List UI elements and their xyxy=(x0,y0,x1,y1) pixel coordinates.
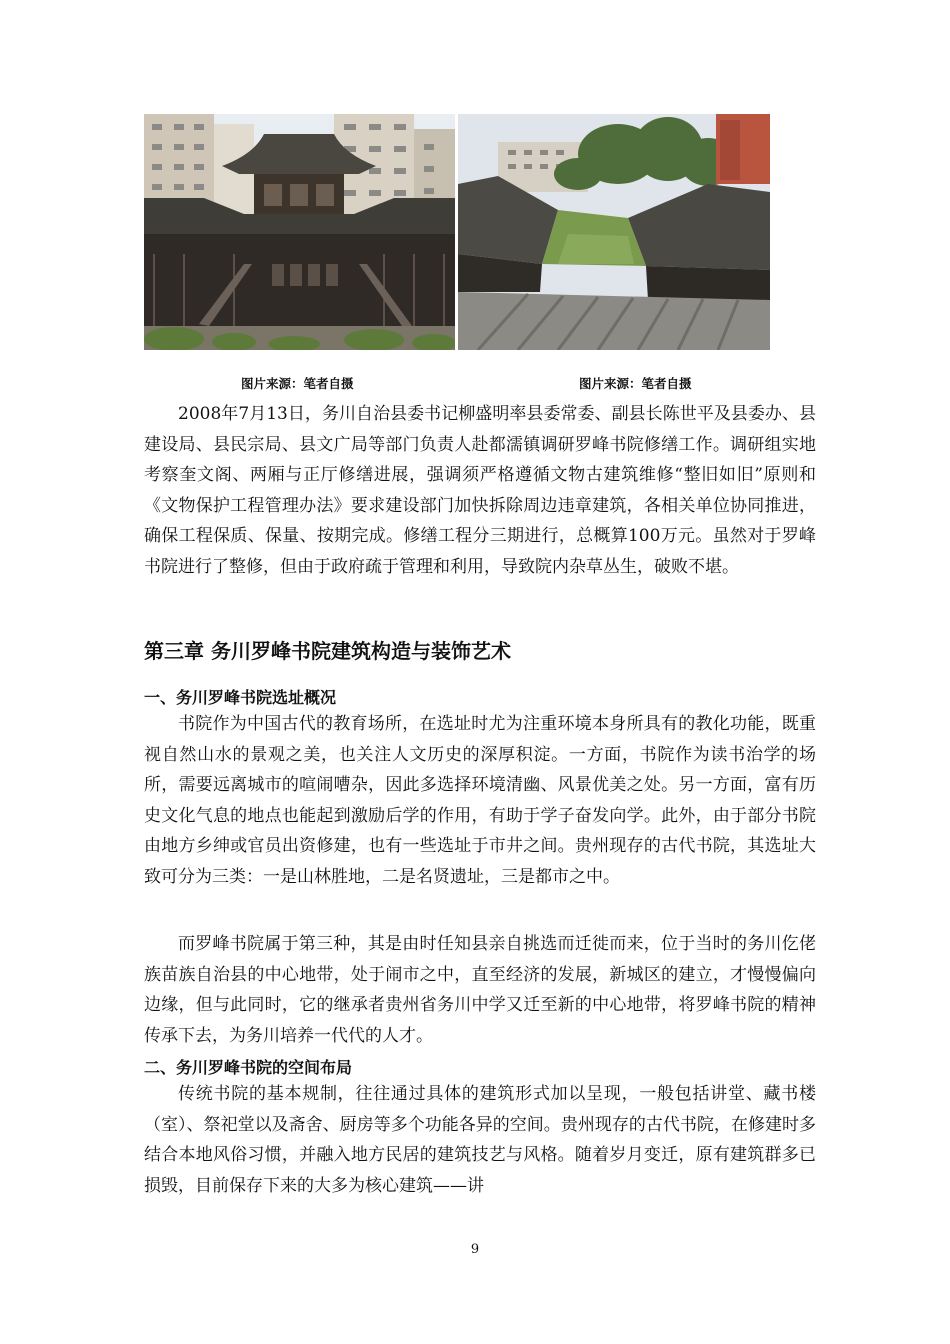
section-title-layout: 二、务川罗峰书院的空间布局 xyxy=(144,1058,353,1077)
chapter-title: 第三章 务川罗峰书院建筑构造与装饰艺术 xyxy=(144,639,511,663)
paragraph-restoration: 2008年7月13日，务川自治县委书记柳盛明率县委常委、副县长陈世平及县委办、县建设局、县民宗局、县文广局等部门负责人赴都濡镇调研罗峰书院修缮工作。调研组实地考察奎文阁、两厢与正厅修缮进展，强调须严格遵循文物古建筑维修“整旧如旧”原则和《文物保护工程管理办法》要求建设部门加快拆除周边违章建筑，各相关单位协同推进，确保工程保质、保量、按期完成。修缮工程分三期进行，总概算100万元。虽然对于罗峰书院进行了整修，但由于政府疏于管理和利用，导致院内杂草丛生，破败不堪。 xyxy=(144,404,816,577)
section-title-site: 一、务川罗峰书院选址概况 xyxy=(144,688,337,707)
paragraph-luofeng-location: 而罗峰书院属于第三种，其是由时任知县亲自挑选而迁徙而来，位于当时的务川仡佬族苗族自治县的中心地带，处于闹市之中，直至经济的发展，新城区的建立，才慢慢偏向边缘，但与此同时，它的继承者贵州省务川中学又迁至新的中心地带，将罗峰书院的精神传承下去，为务川培养一代代的人才。 xyxy=(144,934,816,1046)
page-number: 9 xyxy=(470,1242,480,1257)
photo-courtyard xyxy=(458,114,770,350)
paragraph-layout: 传统书院的基本规制，往往通过具体的建筑形式加以呈现，一般包括讲堂、藏书楼（室）、祭祀堂以及斋舍、厨房等多个功能各异的空间。贵州现存的古代书院，在修建时多结合本地风俗习惯，并融入地方民居的建筑技艺与风格。随着岁月变迁，原有建筑群多已损毁，目前保存下来的大多为核心建筑——讲 xyxy=(144,1084,816,1196)
photo-pavilion xyxy=(144,114,455,350)
photo-caption-left: 图片来源：笔者自摄 xyxy=(241,376,354,391)
paragraph-site-selection: 书院作为中国古代的教育场所，在选址时尤为注重环境本身所具有的教化功能，既重视自然山水的景观之美，也关注人文历史的深厚积淀。一方面，书院作为读书治学的场所，需要远离城市的喧闹嘈杂，因此多选择环境清幽、风景优美之处。另一方面，富有历史文化气息的地点也能起到激励后学的作用，有助于学子奋发向学。此外，由于部分书院由地方乡绅或官员出资修建，也有一些选址于市井之间。贵州现存的古代书院，其选址大致可分为三类：一是山林胜地，二是名贤遗址，三是都市之中。 xyxy=(144,714,816,887)
photo-caption-right: 图片来源：笔者自摄 xyxy=(579,376,692,391)
